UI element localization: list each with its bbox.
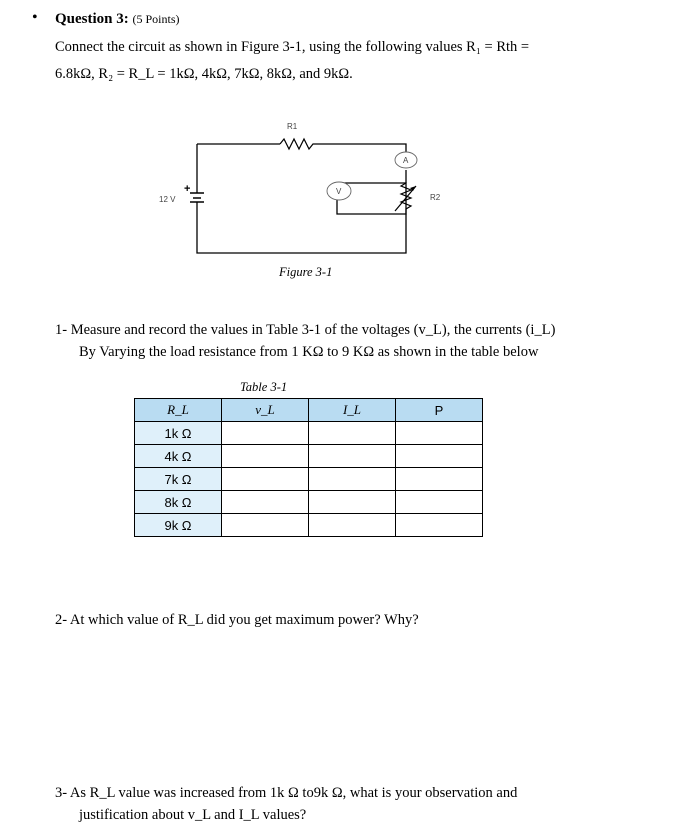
table-3-1 — [134, 398, 483, 537]
circuit-diagram — [150, 115, 450, 265]
item1-line-2: By Varying the load resistance from 1 KΩ to 9 KΩ as shown in the table below — [79, 344, 539, 360]
wire-top-right — [315, 144, 406, 160]
source-label: 12 V — [159, 195, 176, 204]
table-row — [135, 491, 483, 514]
intro-line-2: 6.8kΩ, R₂ = R_L = 1kΩ, 4kΩ, 7kΩ, 8kΩ, and 9kΩ. — [55, 66, 353, 82]
rl-cell: 4k Ω — [135, 445, 222, 468]
intro-line-1: Connect the circuit as shown in Figure 3-1, using the following values R₁ = Rth = — [55, 39, 530, 55]
battery-plus: + — [184, 183, 191, 195]
il-cell — [309, 422, 396, 445]
r2-label: R2 — [430, 193, 441, 202]
vl-cell — [222, 445, 309, 468]
item3-line-1: 3- As R_L value was increased from 1k Ω to9k Ω, what is your observation and — [55, 785, 518, 801]
table-row — [135, 445, 483, 468]
ammeter-label: A — [403, 156, 409, 165]
table-caption: Table 3-1 — [240, 380, 288, 394]
il-cell — [309, 468, 396, 491]
p-cell — [396, 468, 483, 491]
p-cell — [396, 445, 483, 468]
item2-text: 2- At which value of R_L did you get maximum power? Why? — [55, 612, 419, 628]
rl-cell: 7k Ω — [135, 468, 222, 491]
header-rl: R_L — [135, 399, 222, 422]
rl-cell: 9k Ω — [135, 514, 222, 537]
rl-cell: 1k Ω — [135, 422, 222, 445]
il-cell — [309, 491, 396, 514]
vl-cell — [222, 422, 309, 445]
r1-label: R1 — [287, 122, 298, 131]
question-title: Question 3: — [55, 11, 129, 27]
il-cell — [309, 514, 396, 537]
table-row — [135, 468, 483, 491]
item1-line-1: 1- Measure and record the values in Table 3-1 of the voltages (v_L), the currents (i_L) — [55, 322, 556, 338]
voltmeter-label: V — [336, 187, 342, 196]
wire-bottom — [197, 205, 406, 253]
r1-resistor — [280, 139, 315, 149]
figure-caption: Figure 3-1 — [279, 265, 333, 279]
question-heading — [55, 11, 180, 28]
header-il: I_L — [309, 399, 396, 422]
vl-cell — [222, 468, 309, 491]
vl-cell — [222, 491, 309, 514]
vl-cell — [222, 514, 309, 537]
header-p: P — [396, 399, 483, 422]
table-row — [135, 514, 483, 537]
table-row — [135, 422, 483, 445]
question-points: (5 Points) — [132, 12, 180, 26]
bullet: • — [32, 9, 38, 26]
rl-cell: 8k Ω — [135, 491, 222, 514]
item3-line-2: justification about v_L and I_L values? — [79, 807, 307, 823]
p-cell — [396, 514, 483, 537]
il-cell — [309, 445, 396, 468]
table-header-row — [135, 399, 483, 422]
p-cell — [396, 422, 483, 445]
p-cell — [396, 491, 483, 514]
header-vl: v_L — [222, 399, 309, 422]
